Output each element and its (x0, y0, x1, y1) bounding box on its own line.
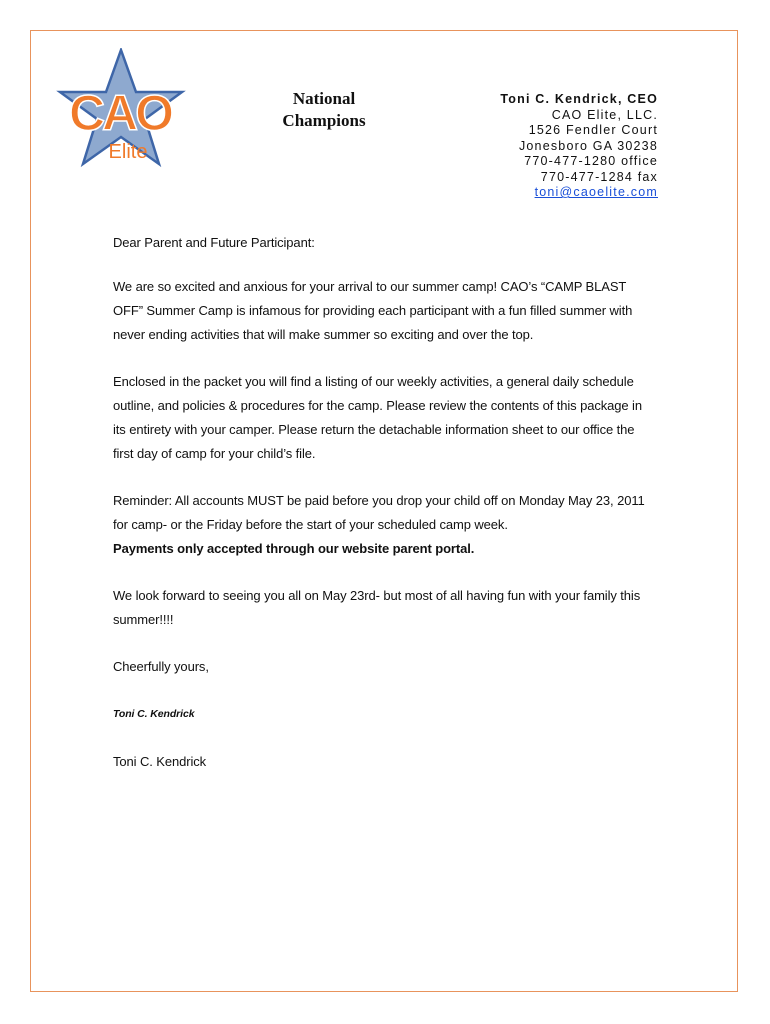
letter-paragraph-3 (113, 489, 658, 561)
contact-city: Jonesboro GA 30238 (518, 138, 658, 153)
title-line-1: National (292, 89, 356, 108)
contact-office-phone: 770-477-1280 office (524, 154, 658, 168)
title-line-2: Champions (282, 111, 366, 130)
contact-name: Toni C. Kendrick, CEO (500, 92, 658, 106)
letter-paragraph-2: Enclosed in the packet you will find a listing of our weekly activities, a general daily schedule outline, and policies & procedures for the camp. Please review the contents of this package in its entirety with your camper. Please return the detachable information sheet to our office the first day of camp for your child’s file. (113, 374, 642, 461)
letter-greeting: Dear Parent and Future Participant: (113, 235, 315, 250)
contact-company: CAO Elite, LLC. (551, 107, 658, 122)
payment-notice: Payments only accepted through our website parent portal. (113, 541, 475, 556)
contact-street: 1526 Fendler Court (528, 123, 658, 137)
page-title (262, 88, 386, 132)
letter-paragraph-1: We are so excited and anxious for your arrival to our summer camp! CAO’s “CAMP BLAST OFF” Summer Camp is infamous for providing each participant with a fun filled summer with never ending activities that will make summer so exciting and over the top. (113, 279, 633, 342)
star-logo-icon (56, 48, 186, 170)
letter-closing: Cheerfully yours, (113, 659, 209, 674)
cao-elite-logo (56, 48, 186, 170)
signer-name: Toni C. Kendrick (113, 754, 207, 769)
contact-fax: 770-477-1284 fax (540, 169, 658, 184)
contact-email-link[interactable]: toni@caoelite.com (534, 185, 658, 199)
signature: Toni C. Kendrick (113, 708, 195, 720)
logo-sub-text: Elite (108, 141, 148, 163)
letter-body (113, 231, 658, 797)
letter-paragraph-4: We look forward to seeing you all on May 23rd- but most of all having fun with your family this summer!!!! (113, 588, 641, 627)
logo-main-text: CAO (68, 85, 172, 141)
contact-block (500, 92, 658, 201)
reminder-text: Reminder: All accounts MUST be paid before you drop your child off on Monday May 23, 2011 for camp- or the Friday before the start of your scheduled camp week. (113, 493, 645, 532)
